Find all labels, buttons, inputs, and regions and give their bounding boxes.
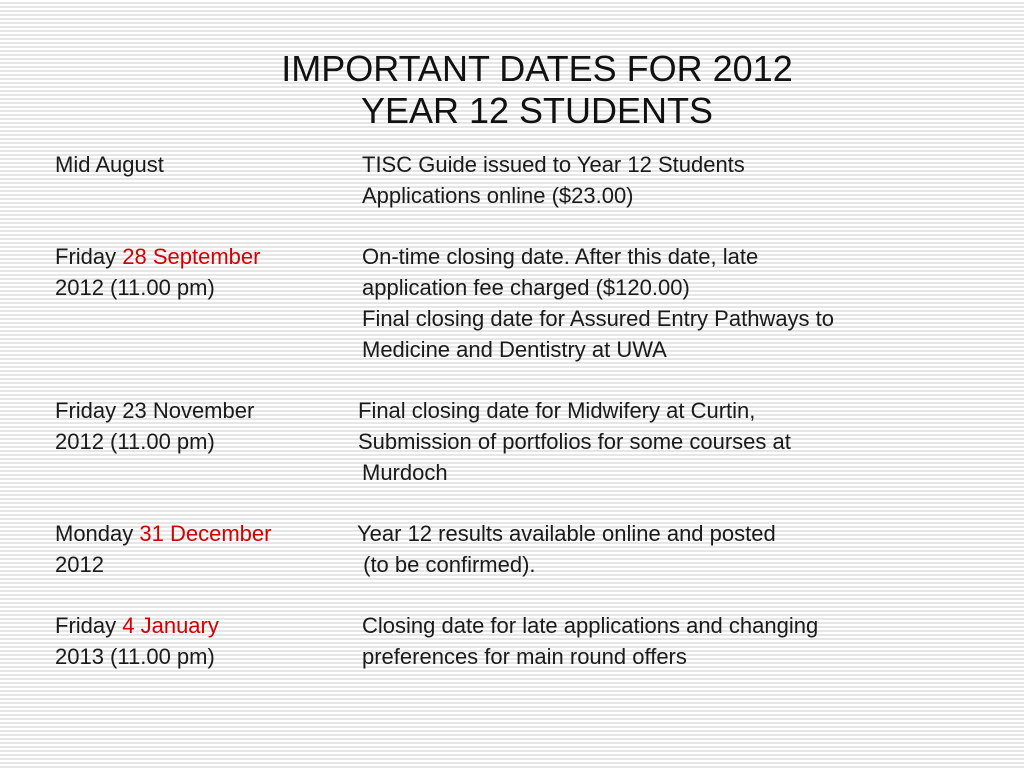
description-line: TISC Guide issued to Year 12 Students [362, 152, 745, 177]
date-line: 2013 (11.00 pm) [55, 644, 215, 669]
description-line: Submission of portfolios for some courses at [358, 429, 791, 454]
date-line: 2012 (11.00 pm) [55, 275, 215, 300]
description-line: Closing date for late applications and changing [362, 613, 819, 638]
description-line: Medicine and Dentistry at UWA [362, 337, 667, 362]
description-line: preferences for main round offers [362, 644, 687, 669]
date-line: Friday 28 September [55, 244, 261, 269]
title-line-2: YEAR 12 STUDENTS [360, 90, 714, 131]
date-line: 2012 [55, 552, 104, 577]
description-line: Murdoch [362, 460, 448, 485]
description-line: application fee charged ($120.00) [362, 275, 690, 300]
description-line: On-time closing date. After this date, late [362, 244, 759, 269]
date-line: Friday 23 November [55, 398, 255, 423]
description-line: Year 12 results available online and posted [357, 521, 776, 546]
date-line: 2012 (11.00 pm) [55, 429, 215, 454]
date-highlight: 28 September [122, 244, 261, 269]
date-line: Friday 4 January [55, 613, 219, 638]
date-line: Monday 31 December [55, 521, 272, 546]
description-line: Applications online ($23.00) [362, 183, 634, 208]
page-title [0, 48, 1024, 132]
date-highlight: 31 December [139, 521, 272, 546]
description-line: Final closing date for Assured Entry Pathways to [362, 306, 835, 331]
date-highlight: 4 January [122, 613, 219, 638]
description-line: (to be confirmed). [357, 552, 536, 577]
title-line-1: IMPORTANT DATES FOR 2012 [281, 48, 793, 89]
date-line: Mid August [55, 152, 164, 177]
description-line: Final closing date for Midwifery at Curtin, [358, 398, 756, 423]
